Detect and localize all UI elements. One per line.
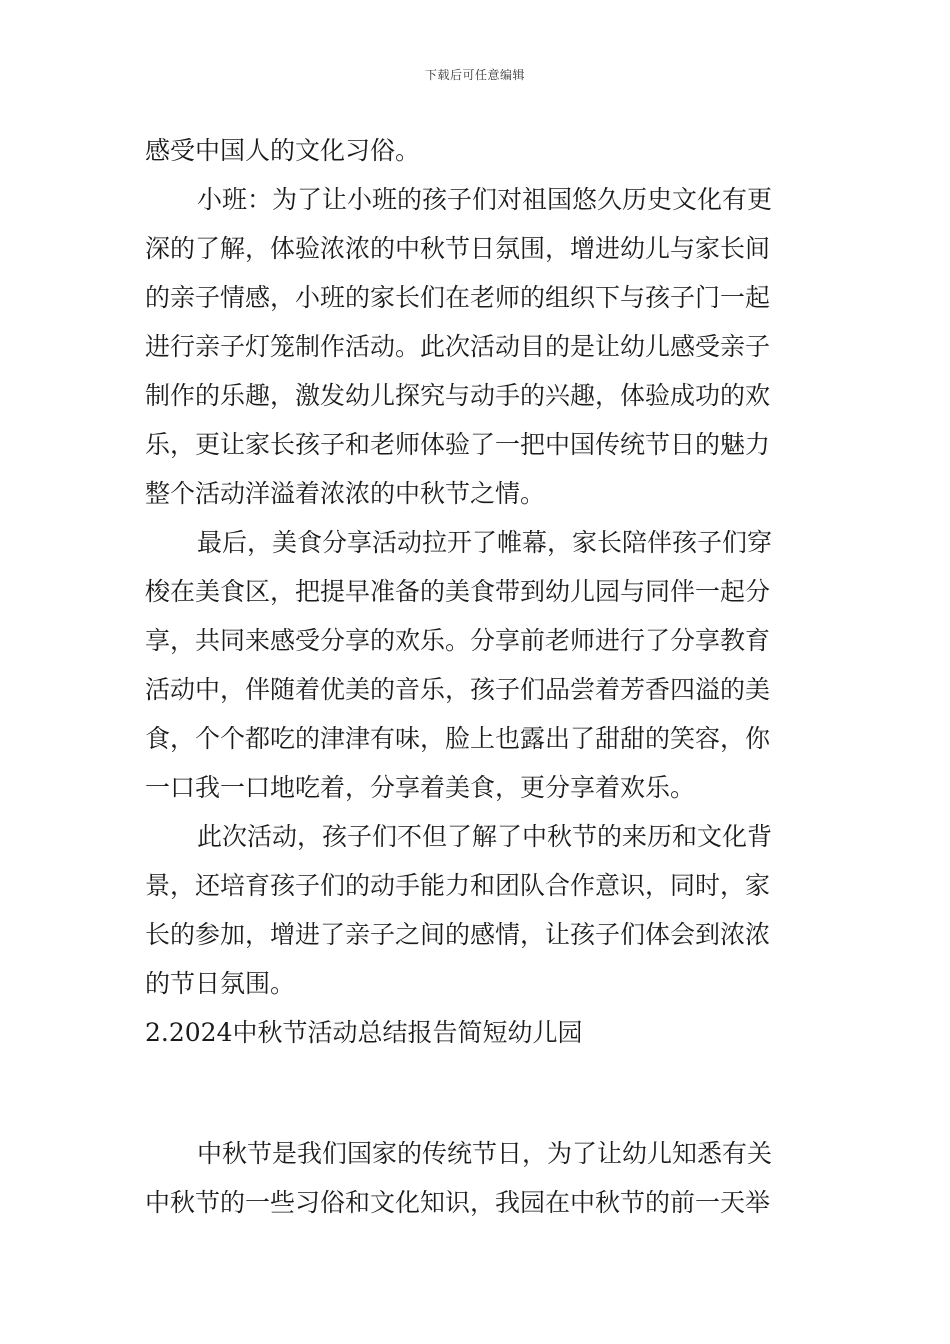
- text-line: 食，个个都吃的津津有味，脸上也露出了甜甜的笑容，你: [145, 724, 771, 753]
- text-line: 活动中，伴随着优美的音乐，孩子们品尝着芳香四溢的美: [145, 675, 771, 704]
- paragraph-food-sharing: [145, 518, 810, 812]
- text-line: 享，共同来感受分享的欢乐。分享前老师进行了分享教育: [145, 626, 771, 655]
- section-spacer: [145, 1057, 810, 1129]
- text-line: 长的参加，增进了亲子之间的感情，让孩子们体会到浓浓: [145, 920, 771, 949]
- text-line: 制作的乐趣，激发幼儿探究与动手的兴趣，体验成功的欢: [145, 381, 771, 410]
- text-line: 景，还培育孩子们的动手能力和团队合作意识，同时，家: [145, 871, 771, 900]
- text-line: 乐，更让家长孩子和老师体验了一把中国传统节日的魅力: [145, 430, 771, 459]
- text-line: 小班：为了让小班的孩子们对祖国悠久历史文化有更: [197, 185, 773, 214]
- paragraph-small-class: [145, 175, 810, 518]
- document-body: [145, 126, 810, 1227]
- paragraph-intro-fragment: [145, 126, 810, 175]
- text-line: 的亲子情感，小班的家长们在老师的组织下与孩子门一起: [145, 283, 771, 312]
- text-line: 进行亲子灯笼制作活动。此次活动目的是让幼儿感受亲子: [145, 332, 771, 361]
- paragraph-mid-autumn-intro: [145, 1129, 810, 1227]
- text-line: 此次活动，孩子们不但了解了中秋节的来历和文化背: [197, 822, 773, 851]
- paragraph-summary: [145, 812, 810, 1008]
- text-line: 最后，美食分享活动拉开了帷幕，家长陪伴孩子们穿: [197, 528, 773, 557]
- text-line: 整个活动洋溢着浓浓的中秋节之情。: [145, 479, 546, 508]
- text-line: 中秋节的一些习俗和文化知识，我园在中秋节的前一天举: [145, 1188, 771, 1217]
- text-line: 感受中国人的文化习俗。: [145, 136, 421, 165]
- text-line: 的节日氛围。: [145, 969, 296, 998]
- text-line: 一口我一口地吃着，分享着美食，更分享着欢乐。: [145, 773, 696, 802]
- section-heading: 2.2024中秋节活动总结报告简短幼儿园: [145, 1018, 583, 1047]
- text-line: 深的了解，体验浓浓的中秋节日氛围，增进幼儿与家长间: [145, 234, 771, 263]
- text-line: 梭在美食区，把提早准备的美食带到幼儿园与同伴一起分: [145, 577, 771, 606]
- text-line: 中秋节是我们国家的传统节日，为了让幼儿知悉有关: [197, 1139, 773, 1168]
- page-header: 下载后可任意编辑: [424, 68, 525, 82]
